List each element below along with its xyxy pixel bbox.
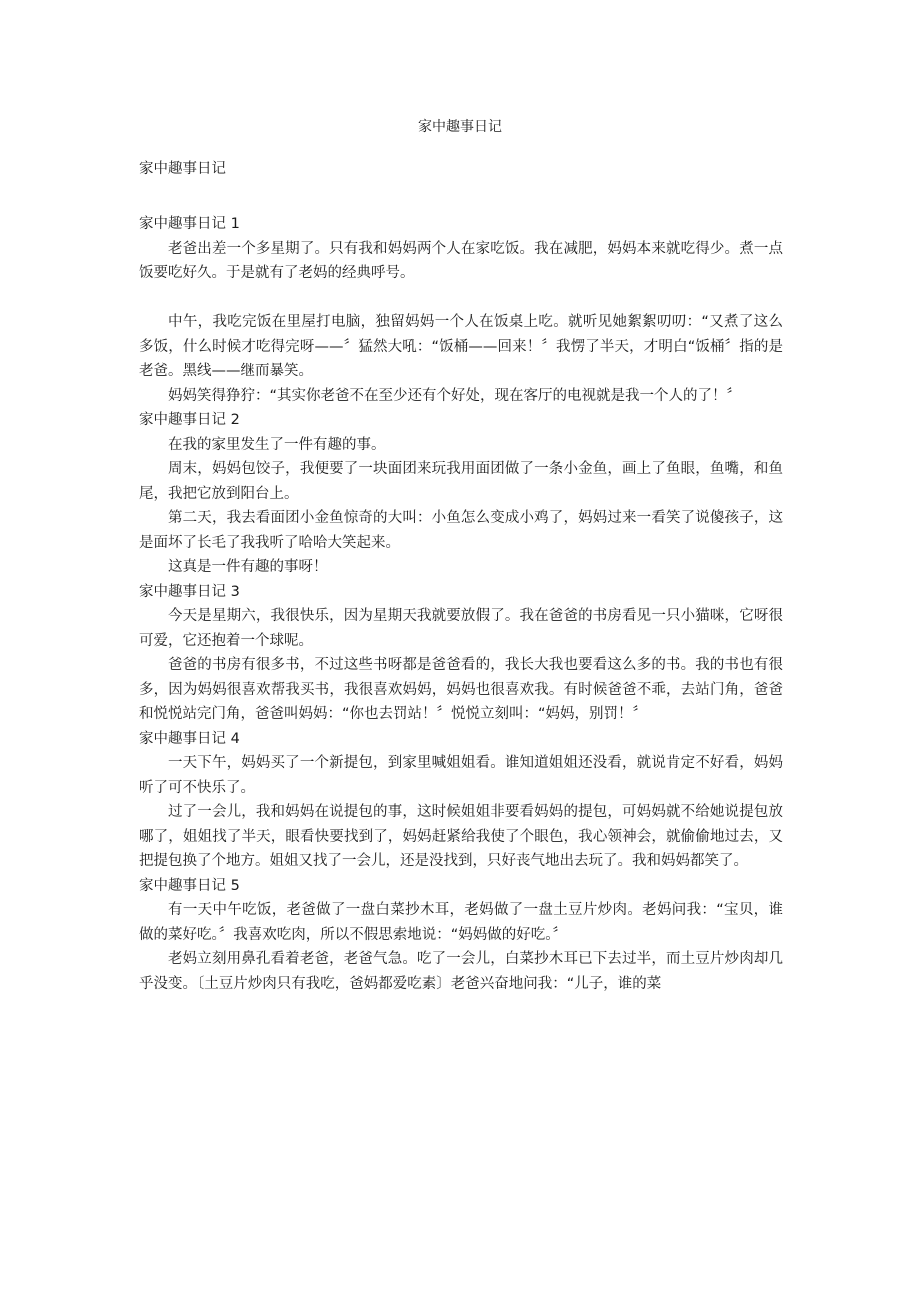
paragraph: 有一天中午吃饭，老爸做了一盘白菜抄木耳，老妈做了一盘土豆片炒肉。老妈问我：“宝贝，谁做的菜好吃。〞我喜欢吃肉，所以不假思索地说：“妈妈做的好吃。〞 bbox=[139, 902, 783, 943]
entry-heading: 家中趣事日记 1 bbox=[139, 216, 240, 232]
paragraph: 周末，妈妈包饺子，我便要了一块面团来玩我用面团做了一条小金鱼，画上了鱼眼，鱼嘴，和鱼尾，我把它放到阳台上。 bbox=[139, 461, 783, 502]
paragraph: 爸爸的书房有很多书，不过这些书呀都是爸爸看的，我长大我也要看这么多的书。我的书也有很多，因为妈妈很喜欢帮我买书，我很喜欢妈妈，妈妈也很喜欢我。有时候爸爸不乖，去站门角，爸爸和悦悦站完门角，爸爸叫妈妈：“你也去罚站！〞悦悦立刻叫：“妈妈，别罚！〞 bbox=[139, 657, 783, 722]
paragraph: 过了一会儿，我和妈妈在说提包的事，这时候姐姐非要看妈妈的提包，可妈妈就不给她说提包放哪了，姐姐找了半天，眼看快要找到了，妈妈赶紧给我使了个眼色，我心领神会，就偷偷地过去，又把提包换了个地方。姐姐又找了一会儿，还是没找到，只好丧气地出去玩了。我和妈妈都笑了。 bbox=[139, 804, 783, 869]
diary-entry-3 bbox=[139, 580, 783, 727]
paragraph: 这真是一件有趣的事呀！ bbox=[168, 559, 328, 575]
paragraph: 中午，我吃完饭在里屋打电脑，独留妈妈一个人在饭桌上吃。就听见她絮絮叨叨：“又煮了这么多饭，什么时候才吃得完呀——〞猛然大吼：“饭桶——回来！〞我愣了半天，才明白“饭桶〞指的是老爸。黑线——继而暴笑。 bbox=[139, 314, 783, 379]
paragraph: 第二天，我去看面团小金鱼惊奇的大叫：小鱼怎么变成小鸡了，妈妈过来一看笑了说傻孩子，这是面坏了长毛了我我听了哈哈大笑起来。 bbox=[139, 510, 783, 551]
paragraph: 在我的家里发生了一件有趣的事。 bbox=[168, 436, 386, 453]
diary-entry-1 bbox=[139, 212, 783, 408]
diary-entry-5 bbox=[139, 874, 783, 997]
document-title: 家中趣事日记 bbox=[418, 119, 502, 135]
paragraph: 老妈立刻用鼻孔看着老爸，老爸气急。吃了一会儿，白菜抄木耳已下去过半，而土豆片炒肉却几乎没变。〔土豆片炒肉只有我吃，爸妈都爱吃素〕老爸兴奋地问我：“儿子，谁的菜 bbox=[139, 951, 783, 992]
document-subtitle: 家中趣事日记 bbox=[139, 161, 226, 177]
entry-heading: 家中趣事日记 2 bbox=[139, 412, 240, 428]
diary-entry-4 bbox=[139, 727, 783, 874]
paragraph: 一天下午，妈妈买了一个新提包，到家里喊姐姐看。谁知道姐姐还没看，就说肯定不好看，妈妈听了可不快乐了。 bbox=[139, 755, 783, 796]
diary-entry-2 bbox=[139, 408, 783, 580]
entry-heading: 家中趣事日记 3 bbox=[139, 583, 240, 600]
entry-heading: 家中趣事日记 5 bbox=[139, 877, 240, 894]
paragraph: 妈妈笑得狰狞：“其实你老爸不在至少还有个好处，现在客厅的电视就是我一个人的了！〞 bbox=[168, 387, 742, 404]
entry-heading: 家中趣事日记 4 bbox=[139, 730, 240, 747]
paragraph: 老爸出差一个多星期了。只有我和妈妈两个人在家吃饭。我在减肥，妈妈本来就吃得少。煮一点饭要吃好久。于是就有了老妈的经典呼号。 bbox=[139, 240, 783, 281]
paragraph: 今天是星期六，我很快乐，因为星期天我就要放假了。我在爸爸的书房看见一只小猫咪，它呀很可爱，它还抱着一个球呢。 bbox=[139, 608, 783, 649]
document-body bbox=[139, 212, 783, 996]
